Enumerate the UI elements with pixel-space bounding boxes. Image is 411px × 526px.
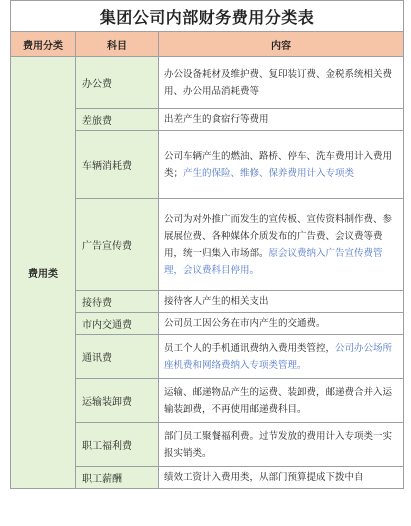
- header-item: 科目: [76, 32, 159, 57]
- item-description: [159, 57, 404, 109]
- item-name: 运输装卸费: [76, 379, 159, 423]
- header-row: [11, 32, 404, 57]
- description-text: 公司为对外推广而发生的宣传板、宣传资料制作费、参展展位费、各种媒体介质发布的广告费、会议费等费用，统一归集入市场部。: [164, 213, 393, 259]
- description-note: 公司办公场所座机费和网络费纳入专项类管理。: [164, 342, 393, 371]
- finance-expense-sheet: [10, 0, 403, 526]
- item-name: 通讯费: [76, 335, 159, 379]
- item-description: [159, 467, 404, 489]
- item-name: 职工福利费: [76, 423, 159, 467]
- description-text: 出差产生的食宿行等费用: [164, 114, 269, 125]
- description-note: 产生的保险、维修、保养费用计入专项类: [183, 167, 355, 179]
- title-row: [11, 1, 404, 32]
- item-name: 广告宣传费: [76, 199, 159, 291]
- table-row: [11, 57, 404, 109]
- sheet-title: 集团公司内部财务费用分类表: [11, 1, 404, 32]
- item-name: 办公费: [76, 57, 159, 109]
- header-category: 费用分类: [11, 32, 76, 57]
- header-content: 内容: [159, 32, 404, 57]
- item-description: [159, 109, 404, 131]
- description-text: 接待客人产生的相关支出: [164, 296, 269, 307]
- item-description: [159, 199, 404, 291]
- description-text: 员工个人的手机通讯费纳入费用类管控，: [164, 342, 336, 354]
- description-note: 原会议费纳入广告宣传费管理，会议费科目停用。: [164, 247, 383, 276]
- category-cell: 费用类: [11, 57, 76, 489]
- item-description: [159, 291, 404, 313]
- description-text: 部门员工聚餐福利费。过节发放的费用计入专项类一实报实销类。: [164, 430, 393, 459]
- item-description: [159, 379, 404, 423]
- description-text: 办公设备耗材及维护费、复印装订费、金税系统相关费用、办公用品消耗费等: [164, 68, 393, 97]
- item-name: 车辆消耗费: [76, 131, 159, 199]
- item-name: 市内交通费: [76, 313, 159, 335]
- description-text: 公司员工因公务在市内产生的交通费。: [164, 318, 326, 329]
- description-text: 公司车辆产生的燃油、路桥、停车、洗车费用计入费用类；: [164, 150, 393, 179]
- expense-classification-table: [10, 0, 404, 489]
- item-name: 差旅费: [76, 109, 159, 131]
- description-text: 绩效工资计入费用类，从部门预算提成下拨中自: [164, 472, 364, 483]
- description-text: 运输、邮递物品产生的运费、装卸费，邮递费合并入运输装卸费，不再使用邮递费科目。: [164, 386, 393, 415]
- item-description: [159, 131, 404, 199]
- item-name: 职工薪酬: [76, 467, 159, 489]
- item-description: [159, 423, 404, 467]
- item-name: 接待费: [76, 291, 159, 313]
- item-description: [159, 313, 404, 335]
- item-description: [159, 335, 404, 379]
